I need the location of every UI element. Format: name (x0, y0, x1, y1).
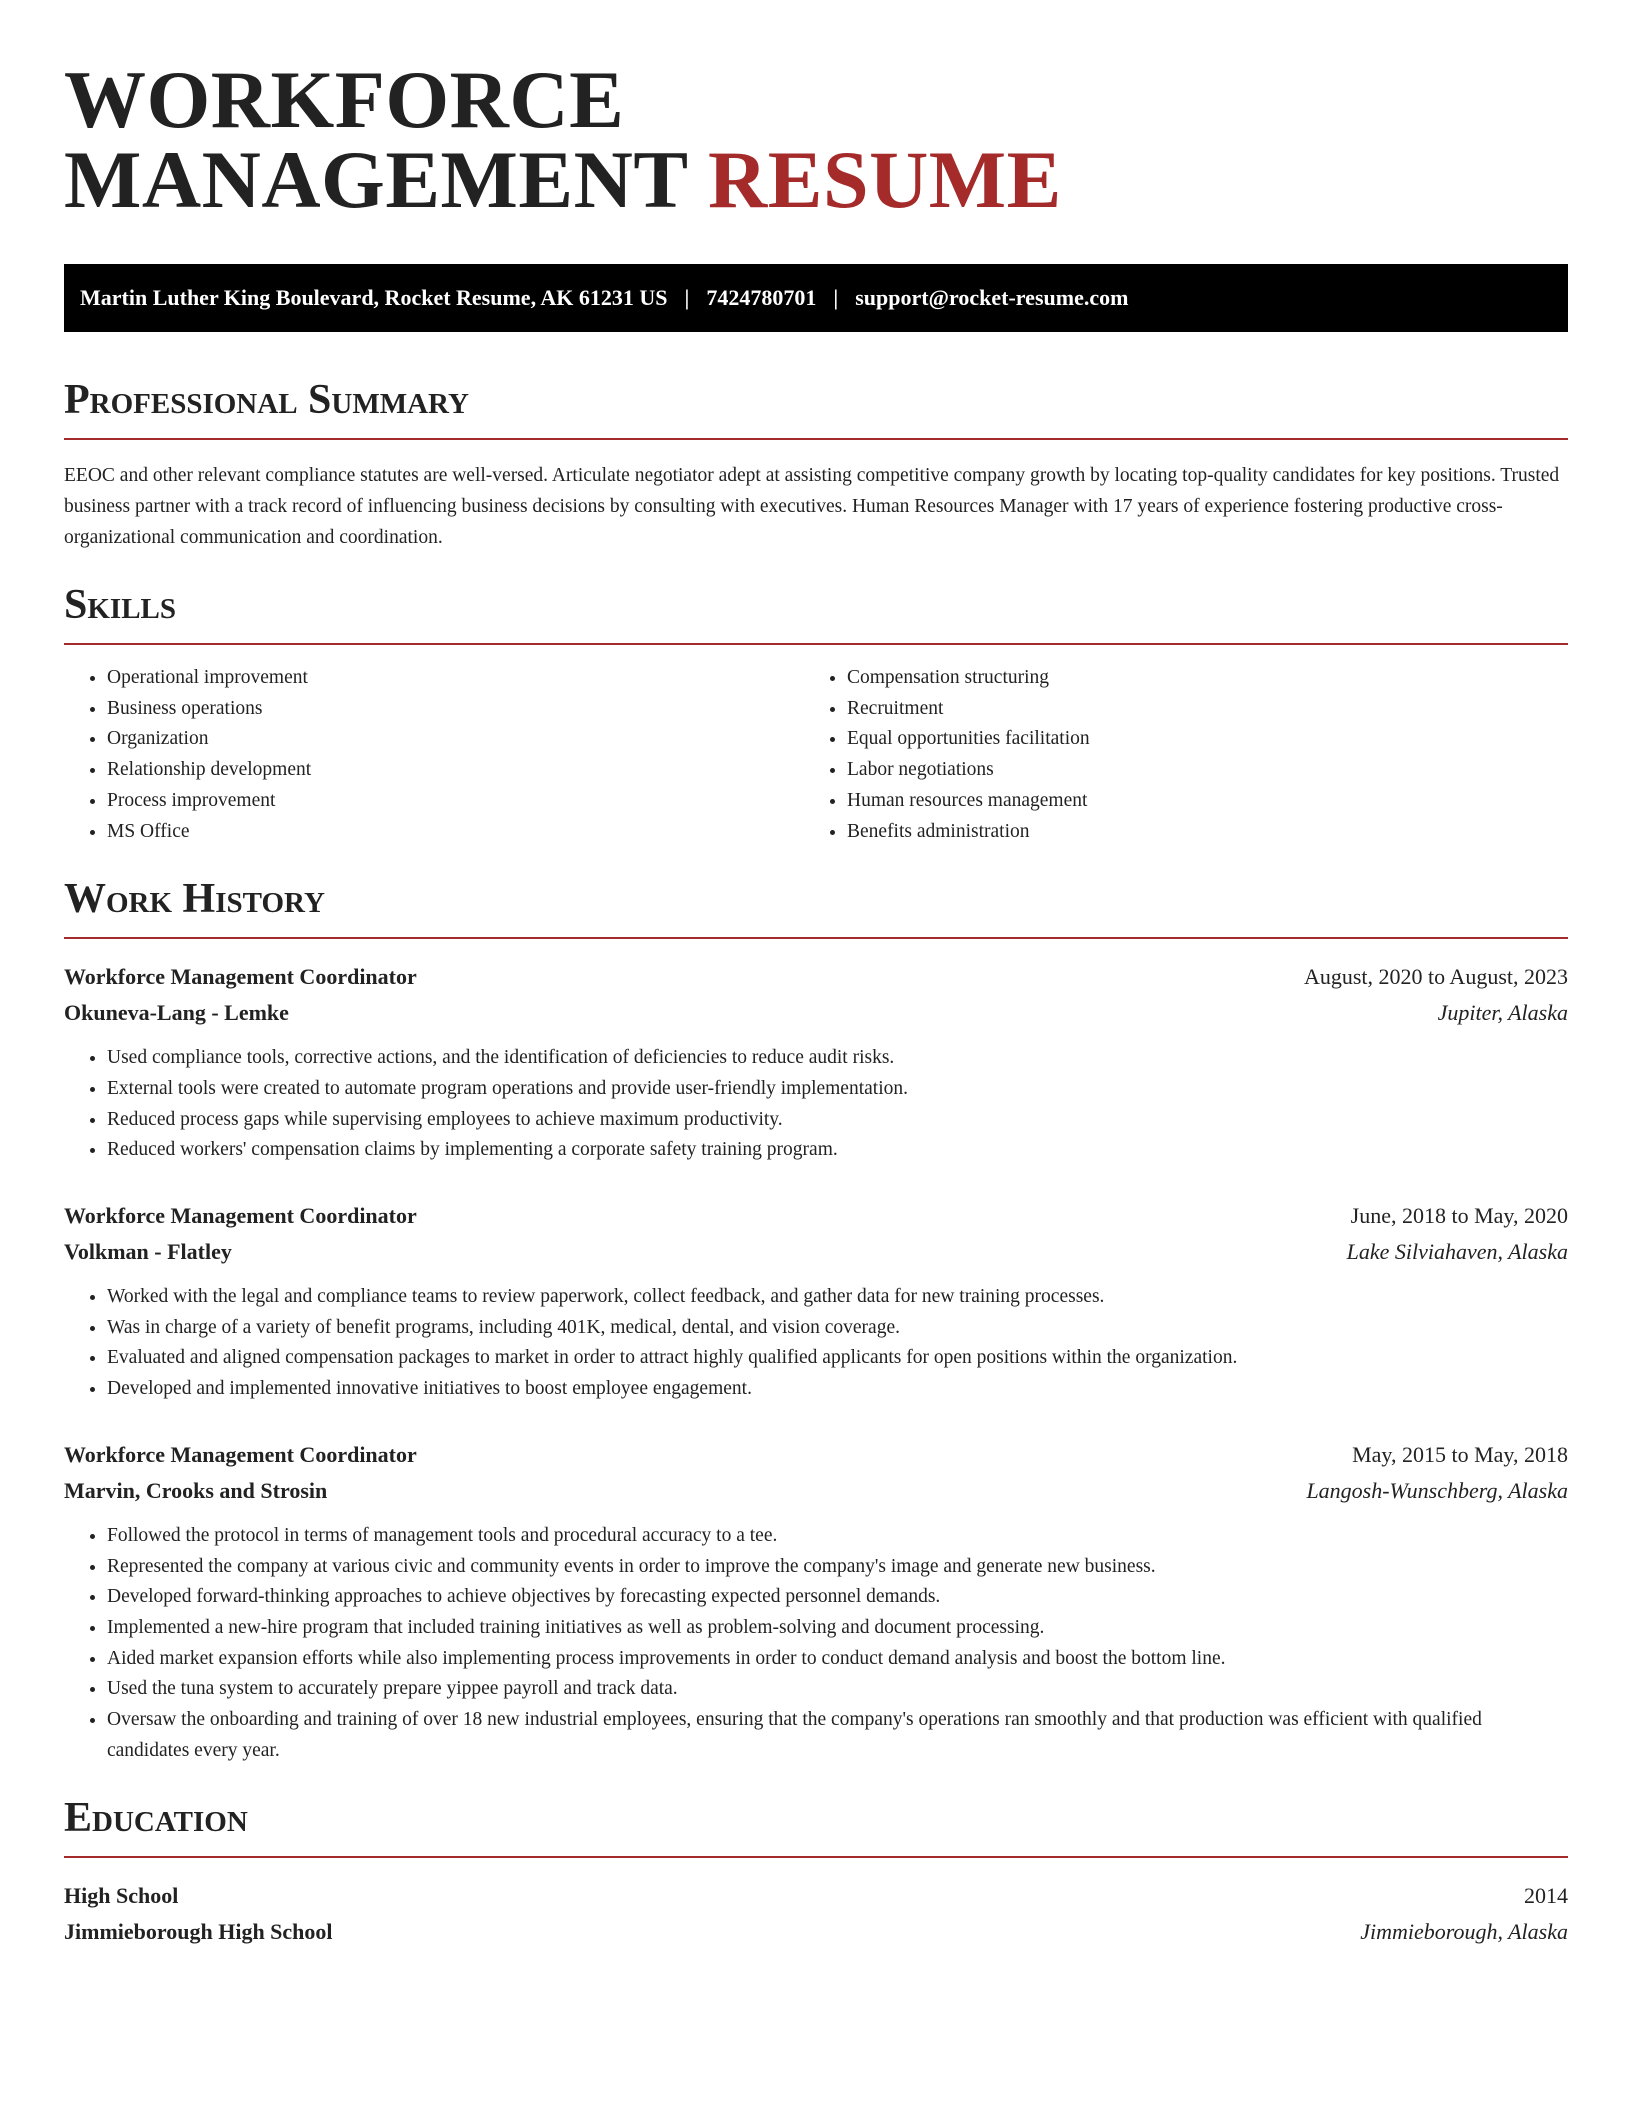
job-role: Workforce Management Coordinator (64, 1203, 417, 1229)
education-subheader (64, 1914, 1568, 1950)
contact-separator: | (684, 285, 690, 310)
job-bullets (64, 1282, 1568, 1405)
job-bullet: • Worked with the legal and compliance teams to review paperwork, collect feedback, and gather data for new training processes. (107, 1282, 1568, 1313)
title-line-1: WORKFORCE (64, 54, 625, 145)
job-bullet: • Reduced workers' compensation claims by implementing a corporate safety training program. (107, 1135, 1568, 1166)
job-header (64, 1437, 1568, 1473)
skill-item: • Human resources management (847, 786, 1544, 817)
contact-separator: | (833, 285, 839, 310)
job-company: Okuneva-Lang - Lemke (64, 1000, 289, 1026)
job-bullet: • Implemented a new-hire program that included training initiatives as well as problem-solving and document processing. (107, 1613, 1568, 1644)
skill-item: • MS Office (107, 817, 804, 848)
skill-item: • Relationship development (107, 755, 804, 786)
job-bullets (64, 1521, 1568, 1767)
education-section (64, 1794, 1568, 1950)
job-dates: June, 2018 to May, 2020 (1350, 1203, 1568, 1229)
contact-phone: 7424780701 (706, 285, 817, 310)
education-degree: High School (64, 1883, 179, 1909)
job-subheader (64, 995, 1568, 1031)
job-subheader (64, 1234, 1568, 1270)
job-location: Lake Silviahaven, Alaska (1346, 1239, 1568, 1265)
skill-item: • Benefits administration (847, 817, 1544, 848)
work-history-section (64, 875, 1568, 1766)
job-bullet: • Aided market expansion efforts while also implementing process improvements in order to conduct demand analysis and boost the bottom line. (107, 1644, 1568, 1675)
job-bullet: • Represented the company at various civic and community events in order to improve the company's image and generate new business. (107, 1552, 1568, 1583)
job-dates: May, 2015 to May, 2018 (1352, 1441, 1568, 1467)
education-entry (64, 1878, 1568, 1950)
job-bullet: • Oversaw the onboarding and training of over 18 new industrial employees, ensuring that the company's operations ran smoothly and that production was efficient with qualified candidates every year. (107, 1705, 1568, 1766)
job-header (64, 1198, 1568, 1234)
education-header (64, 1878, 1568, 1914)
contact-email: support@rocket-resume.com (855, 285, 1129, 310)
skill-item: • Labor negotiations (847, 755, 1544, 786)
job-bullet: • External tools were created to automate program operations and provide user-friendly implementation. (107, 1074, 1568, 1105)
skill-item: • Compensation structuring (847, 663, 1544, 694)
education-year: 2014 (1524, 1883, 1568, 1909)
skills-list-right (804, 663, 1544, 847)
skill-item: • Equal opportunities facilitation (847, 724, 1544, 755)
skill-item: • Operational improvement (107, 663, 804, 694)
section-divider (64, 1856, 1568, 1858)
job-entry (64, 1198, 1568, 1405)
job-entry (64, 1437, 1568, 1767)
job-bullet: • Was in charge of a variety of benefit programs, including 401K, medical, dental, and vision coverage. (107, 1313, 1568, 1344)
job-role: Workforce Management Coordinator (64, 1441, 417, 1467)
education-school: Jimmieborough High School (64, 1919, 333, 1945)
resume-title (64, 54, 1568, 225)
job-bullet: • Reduced process gaps while supervising employees to achieve maximum productivity. (107, 1105, 1568, 1136)
section-heading: Professional Summary (64, 377, 469, 423)
skills-columns (64, 663, 1568, 847)
job-bullet: • Developed forward-thinking approaches to achieve objectives by forecasting expected personnel demands. (107, 1582, 1568, 1613)
section-heading: Education (64, 1795, 248, 1842)
job-location: Jupiter, Alaska (1437, 1000, 1568, 1026)
skill-item: • Process improvement (107, 786, 804, 817)
job-bullet: • Used the tuna system to accurately prepare yippee payroll and track data. (107, 1674, 1568, 1705)
job-header (64, 959, 1568, 995)
job-bullets (64, 1043, 1568, 1166)
job-bullet: • Developed and implemented innovative initiatives to boost employee engagement. (107, 1374, 1568, 1405)
title-line-2: MANAGEMENT (64, 134, 688, 225)
skills-section (64, 581, 1568, 847)
title-accent: RESUME (708, 134, 1062, 225)
job-role: Workforce Management Coordinator (64, 964, 417, 990)
summary-text: EEOC and other relevant compliance statutes are well-versed. Articulate negotiator adept at assisting competitive company growth by locating top-quality candidates for key positions. Trusted business partner with a track record of influencing business decisions by consulting with executives. Human Resources Manager with 17 years of experience fostering productive cross-organizational communication and coordination. (64, 465, 1560, 548)
resume-page (64, 54, 1568, 1950)
section-divider (64, 937, 1568, 939)
job-location: Langosh-Wunschberg, Alaska (1306, 1477, 1568, 1503)
job-company: Volkman - Flatley (64, 1239, 232, 1265)
skill-item: • Business operations (107, 694, 804, 725)
section-heading: Skills (64, 582, 177, 628)
job-subheader (64, 1473, 1568, 1509)
skills-list-left (64, 663, 804, 847)
contact-address: Martin Luther King Boulevard, Rocket Resume, AK 61231 US (80, 285, 668, 310)
section-divider (64, 643, 1568, 645)
education-location: Jimmieborough, Alaska (1360, 1919, 1568, 1945)
section-heading: Work History (64, 876, 325, 923)
job-bullet: • Evaluated and aligned compensation packages to market in order to attract highly qualified applicants for open positions within the organization. (107, 1343, 1568, 1374)
job-dates: August, 2020 to August, 2023 (1303, 964, 1568, 990)
skill-item: • Organization (107, 724, 804, 755)
summary-section (64, 376, 1568, 553)
job-bullet: • Used compliance tools, corrective actions, and the identification of deficiencies to reduce audit risks. (107, 1043, 1568, 1074)
job-bullet: • Followed the protocol in terms of management tools and procedural accuracy to a tee. (107, 1521, 1568, 1552)
job-company: Marvin, Crooks and Strosin (64, 1477, 328, 1503)
job-entry (64, 959, 1568, 1166)
skill-item: • Recruitment (847, 694, 1544, 725)
contact-bar (64, 264, 1568, 332)
section-divider (64, 438, 1568, 440)
